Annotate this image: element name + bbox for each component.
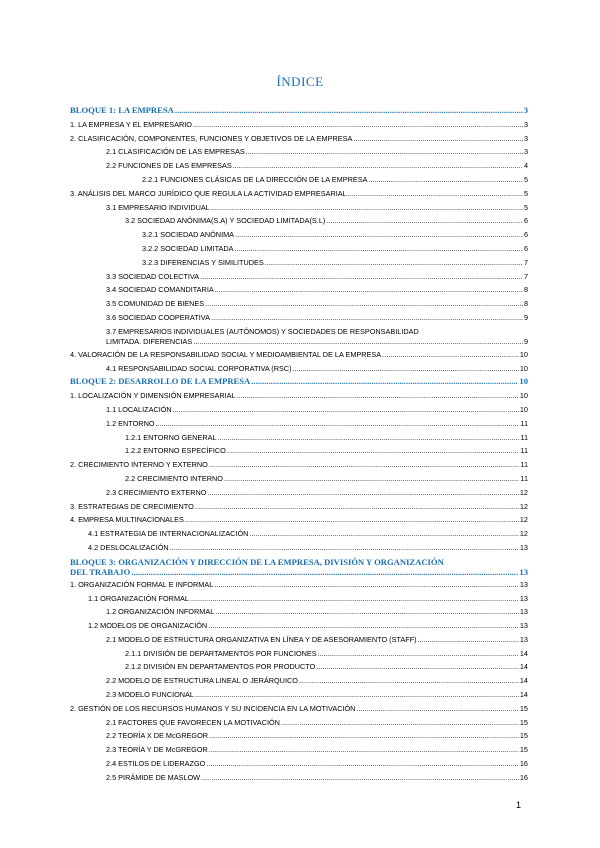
toc-entry-title: 1.1 LOCALIZACIÓN <box>106 404 172 414</box>
toc-entry[interactable] <box>70 578 528 592</box>
toc-entry-page: 10 <box>519 376 528 387</box>
toc-entry-title: 2.2 TEORÍA X DE McGREGOR <box>106 731 209 741</box>
dot-leader <box>356 702 518 716</box>
toc-entry-title: 2.3 MODELO FUNCIONAL <box>106 690 194 700</box>
page-title: ÍNDICE <box>276 74 324 89</box>
toc-entry-page: 13 <box>519 542 528 552</box>
dot-leader <box>233 159 523 173</box>
toc-entry-page: 3 <box>523 147 528 157</box>
toc-entry-page: 3 <box>523 133 528 143</box>
toc-entry-page: 5 <box>523 202 528 212</box>
toc-entry[interactable] <box>70 757 528 771</box>
toc-entry-title: 3.2 SOCIEDAD ANÓNIMA(S.A) Y SOCIEDAD LIMITADA(S.L) <box>125 216 326 226</box>
toc-entry[interactable] <box>70 592 528 606</box>
toc-entry-title: 3.6 SOCIEDAD COOPERATIVA <box>106 312 210 322</box>
toc-entry-title: 2.5 PIRÁMIDE DE MASLOW <box>106 772 201 782</box>
toc-entry-title: 2.1 FACTORES QUE FAVORECEN LA MOTIVACIÓN <box>106 717 280 727</box>
dot-leader <box>326 214 523 228</box>
dot-leader <box>214 578 519 592</box>
toc-entry-title: 2.3 TEORÍA Y DE McGREGOR <box>106 745 208 755</box>
toc-entry-page: 6 <box>523 243 528 253</box>
toc-entry[interactable] <box>70 541 528 555</box>
dot-leader <box>211 201 523 215</box>
dot-leader <box>195 688 519 702</box>
toc-entry[interactable] <box>70 389 528 403</box>
toc-entry[interactable] <box>70 417 528 431</box>
toc-entry-page: 7 <box>523 271 528 281</box>
dot-leader <box>190 592 519 606</box>
dot-leader <box>175 104 523 118</box>
dot-leader <box>209 729 519 743</box>
dot-leader <box>293 362 519 376</box>
toc-entry-page: 11 <box>520 432 528 442</box>
toc-entry-page: 12 <box>519 501 528 511</box>
dot-leader <box>265 256 523 270</box>
toc-entry[interactable] <box>70 311 528 325</box>
toc-entry[interactable] <box>70 297 528 311</box>
dot-leader <box>201 771 519 785</box>
dot-leader <box>207 486 518 500</box>
toc-entry-page: 13 <box>519 579 528 589</box>
toc-entry-page: 3 <box>523 119 528 129</box>
toc-entry-page: 11 <box>520 460 528 470</box>
toc-entry[interactable] <box>70 555 528 578</box>
toc-entry-title: 2. GESTIÓN DE LOS RECURSOS HUMANOS Y SU INCIDENCIA EN LA MOTIVACIÓN <box>70 703 356 713</box>
dot-leader <box>218 431 520 445</box>
toc-entry[interactable] <box>70 214 528 228</box>
toc-entry[interactable] <box>70 674 528 688</box>
toc-entry-page: 4 <box>523 161 528 171</box>
dot-leader <box>368 173 522 187</box>
toc-entry[interactable] <box>70 348 528 362</box>
dot-leader <box>205 297 523 311</box>
toc-entry[interactable] <box>70 633 528 647</box>
toc-entry-page: 10 <box>519 391 528 401</box>
toc-entry-title: BLOQUE 2: DESARROLLO DE LA EMPRESA <box>70 376 251 387</box>
dot-leader <box>209 743 519 757</box>
toc-entry-page: 16 <box>519 759 528 769</box>
toc-entry[interactable] <box>70 145 528 159</box>
dot-leader <box>348 187 523 201</box>
toc-entry-title: 4.2 DESLOCALIZACIÓN <box>88 542 169 552</box>
toc-entry[interactable] <box>70 647 528 661</box>
dot-leader <box>353 132 523 146</box>
dot-leader <box>224 472 519 486</box>
toc-entry-page: 3 <box>523 105 528 115</box>
toc-entry-title: 2.2.1 FUNCIONES CLÁSICAS DE LA DIRECCIÓN DE LA EMPRESA <box>142 174 368 184</box>
toc-entry-page: 6 <box>523 230 528 240</box>
toc-entry[interactable] <box>70 118 528 132</box>
toc-entry[interactable] <box>70 132 528 146</box>
toc-entry-page: 5 <box>523 174 528 184</box>
toc-entry-continuation <box>106 337 528 347</box>
toc-entry-title: 2.1 MODELO DE ESTRUCTURA ORGANIZATIVA EN LÍNEA Y DE ASESORAMIENTO (STAFF) <box>106 634 417 644</box>
toc-entry-title: 2. CLASIFICACIÓN, COMPONENTES, FUNCIONES Y OBJETIVOS DE LA EMPRESA <box>70 133 353 143</box>
toc-entry-page: 5 <box>523 188 528 198</box>
toc-entry-page: 14 <box>519 662 528 672</box>
toc-entry-title: 3.2.1 SOCIEDAD ANÓNIMA <box>142 230 235 240</box>
toc-entry[interactable] <box>70 375 528 389</box>
toc-entry[interactable] <box>70 660 528 674</box>
dot-leader <box>193 118 523 132</box>
toc-entry-title: 3.4 SOCIEDAD COMANDITARIA <box>106 285 214 295</box>
toc-entry-page: 15 <box>519 731 528 741</box>
dot-leader <box>206 757 519 771</box>
toc-entry-title: 3.5 COMUNIDAD DE BIENES <box>106 299 205 309</box>
toc-entry-title-cont: DEL TRABAJO <box>70 566 131 577</box>
toc-entry-title: 1.2 MODELOS DE ORGANIZACIÓN <box>88 621 208 631</box>
toc-entry-page: 8 <box>523 285 528 295</box>
toc-entry[interactable] <box>70 702 528 716</box>
toc-entry[interactable] <box>70 605 528 619</box>
dot-leader <box>246 145 523 159</box>
toc-entry-title: 3.7 EMPRESARIOS INDIVIDUALES (AUTÓNOMOS) Y SOCIEDADES DE RESPONSABILIDAD <box>106 326 419 336</box>
dot-leader <box>211 311 523 325</box>
dot-leader <box>200 270 523 284</box>
toc-entry-continuation <box>70 567 528 577</box>
toc-entry-page: 13 <box>519 634 528 644</box>
toc-entry[interactable] <box>70 325 528 348</box>
toc-entry-title: 2. CRECIMIENTO INTERNO Y EXTERNO <box>70 460 208 470</box>
dot-leader <box>299 674 519 688</box>
dot-leader <box>318 647 519 661</box>
toc-entry[interactable] <box>70 486 528 500</box>
toc-entry[interactable] <box>70 444 528 458</box>
toc-entry[interactable] <box>70 472 528 486</box>
toc-entry[interactable] <box>70 403 528 417</box>
dot-leader <box>251 375 518 389</box>
toc-entry-title: 4.1 ESTRATEGIA DE INTERNACIONALIZACIÓN <box>88 529 249 539</box>
dot-leader <box>173 403 519 417</box>
dot-leader <box>281 716 519 730</box>
toc-entry[interactable] <box>70 527 528 541</box>
toc-entry[interactable] <box>70 270 528 284</box>
toc-entry-page: 16 <box>519 772 528 782</box>
toc-entry-title: 3. ESTRATEGIAS DE CRECIMIENTO <box>70 501 194 511</box>
toc-entry-title: 2.1.1 DIVISIÓN DE DEPARTAMENTOS POR FUNCIONES <box>125 648 317 658</box>
toc-entry-page: 14 <box>519 648 528 658</box>
dot-leader <box>193 337 523 347</box>
toc-entry-title: 1.1 ORGANIZACIÓN FORMAL <box>88 593 189 603</box>
toc-entry-title: 4. VALORACIÓN DE LA RESPONSABILIDAD SOCIAL Y MEDIOAMBIENTAL DE LA EMPRESA <box>70 349 382 359</box>
toc-entry[interactable] <box>70 362 528 376</box>
toc-entry-title: BLOQUE 3: ORGANIZACIÓN Y DIRECCIÓN DE LA EMPRESA, DIVISIÓN Y ORGANIZACIÓN <box>70 556 444 567</box>
toc-entry[interactable] <box>70 187 528 201</box>
toc-entry-title: 1.2.2 ENTORNO ESPECÍFICO <box>125 446 226 456</box>
toc-entry-title: 1.2.1 ENTORNO GENERAL <box>125 432 217 442</box>
toc-entry-page: 14 <box>519 690 528 700</box>
toc-entry-title: 3.1 EMPRESARIO INDIVIDUAL <box>106 202 210 212</box>
toc-entry[interactable] <box>70 458 528 472</box>
toc-entry-page: 15 <box>519 717 528 727</box>
toc-entry[interactable] <box>70 513 528 527</box>
toc-entry-page: 12 <box>519 515 528 525</box>
toc-entry-page: 8 <box>523 299 528 309</box>
toc-entry[interactable] <box>70 716 528 730</box>
toc-entry-page: 6 <box>523 216 528 226</box>
toc-entry[interactable] <box>70 619 528 633</box>
toc-entry-page: 15 <box>519 745 528 755</box>
toc-entry-page: 13 <box>519 593 528 603</box>
toc-entry-page: 11 <box>520 418 528 428</box>
toc-entry-title: 3.2.2 SOCIEDAD LIMITADA <box>142 243 234 253</box>
dot-leader <box>185 513 519 527</box>
toc-entry[interactable] <box>70 688 528 702</box>
toc-entry-title: 2.4 ESTILOS DE LIDERAZGO <box>106 759 206 769</box>
toc-entry[interactable] <box>70 201 528 215</box>
toc-entry-title: BLOQUE 1: LA EMPRESA <box>70 105 174 115</box>
toc-entry-title: 3.2.3 DIFERENCIAS Y SIMILITUDES <box>142 257 264 267</box>
toc-entry-page: 12 <box>519 487 528 497</box>
toc-entry-title: 2.3 CRECIMIENTO EXTERNO <box>106 487 207 497</box>
toc-entry[interactable] <box>70 159 528 173</box>
toc-entry-page: 7 <box>523 257 528 267</box>
toc-entry-page: 14 <box>519 676 528 686</box>
toc-entry-title: 2.2 CRECIMIENTO INTERNO <box>125 473 223 483</box>
dot-leader <box>209 458 520 472</box>
page-number: 1 <box>516 800 522 810</box>
toc-entry-title: 2.2 FUNCIONES DE LAS EMPRESAS <box>106 161 232 171</box>
dot-leader <box>235 242 523 256</box>
toc-entry-page: 10 <box>519 349 528 359</box>
table-of-contents <box>70 104 528 785</box>
toc-entry-title: 2.1 CLASIFICACIÓN DE LAS EMPRESAS <box>106 147 245 157</box>
toc-entry-title: 4. EMPRESA MULTINACIONALES <box>70 515 184 525</box>
toc-entry-title-cont: LIMITADA. DIFERENCIAS <box>106 336 193 346</box>
dot-leader <box>156 417 520 431</box>
dot-leader <box>170 541 519 555</box>
dot-leader <box>131 567 518 577</box>
toc-entry-page: 11 <box>520 473 528 483</box>
toc-entry-title: 4.1 RESPONSABILIDAD SOCIAL CORPORATIVA (RSC) <box>106 363 292 373</box>
toc-entry-title: 1.2 ORGANIZACIÓN INFORMAL <box>106 607 215 617</box>
toc-entry-title: 2.1.2 DIVISIÓN EN DEPARTAMENTOS POR PRODUCTO <box>125 662 316 672</box>
toc-entry[interactable] <box>70 743 528 757</box>
toc-entry-title: 2.2 MODELO DE ESTRUCTURA LINEAL O JERÁRQUICO <box>106 676 298 686</box>
toc-entry-page: 12 <box>519 529 528 539</box>
dot-leader <box>418 633 519 647</box>
toc-entry-title: 1.2 ENTORNO <box>106 418 155 428</box>
toc-entry-page: 13 <box>519 621 528 631</box>
dot-leader <box>249 527 518 541</box>
toc-entry-page: 9 <box>523 312 528 322</box>
toc-entry-page: 11 <box>520 446 528 456</box>
dot-leader <box>235 228 523 242</box>
dot-leader <box>316 660 519 674</box>
toc-entry[interactable] <box>70 500 528 514</box>
toc-entry[interactable] <box>70 256 528 270</box>
toc-entry[interactable] <box>70 283 528 297</box>
toc-entry[interactable] <box>70 242 528 256</box>
toc-entry-page: 10 <box>519 363 528 373</box>
toc-entry-title: 1. ORGANIZACIÓN FORMAL E INFORMAL <box>70 579 214 589</box>
toc-entry-page: 13 <box>519 607 528 617</box>
dot-leader <box>195 500 519 514</box>
toc-entry-page: 15 <box>519 703 528 713</box>
dot-leader <box>215 605 519 619</box>
toc-entry[interactable] <box>70 729 528 743</box>
toc-entry[interactable] <box>70 104 528 118</box>
toc-entry[interactable] <box>70 431 528 445</box>
toc-entry-title: 3. ANÁLISIS DEL MARCO JURÍDICO QUE REGULA LA ACTIVIDAD EMPRESARIAL <box>70 188 347 198</box>
dot-leader <box>237 389 519 403</box>
toc-entry-page: 9 <box>523 336 528 346</box>
toc-entry-title: 1. LA EMPRESA Y EL EMPRESARIO <box>70 119 192 129</box>
toc-entry-page: 10 <box>519 404 528 414</box>
toc-entry-page: 13 <box>519 566 528 577</box>
dot-leader <box>208 619 519 633</box>
toc-entry-title: 1. LOCALIZACIÓN Y DIMENSIÓN EMPRESARIAL <box>70 391 236 401</box>
toc-entry[interactable] <box>70 771 528 785</box>
dot-leader <box>215 283 523 297</box>
dot-leader <box>382 348 519 362</box>
toc-entry[interactable] <box>70 228 528 242</box>
dot-leader <box>227 444 520 458</box>
toc-entry[interactable] <box>70 173 528 187</box>
toc-entry-title: 3.3 SOCIEDAD COLECTIVA <box>106 271 200 281</box>
